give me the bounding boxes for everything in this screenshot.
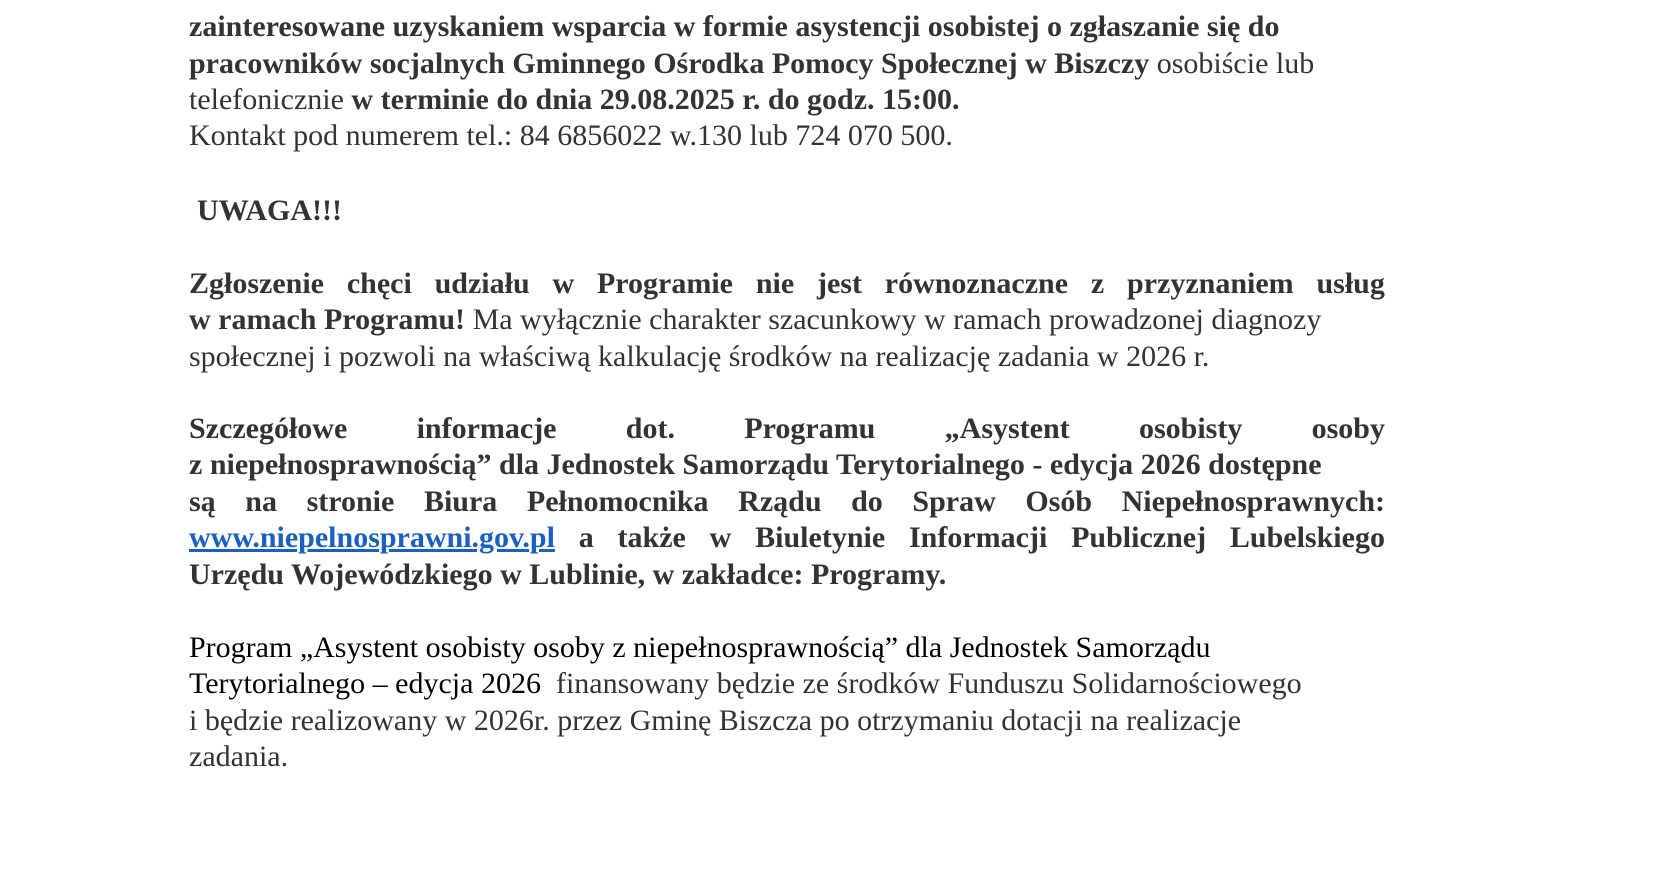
- paragraph3-line1-word: osobisty: [1138, 412, 1243, 445]
- paragraph3-line3-word: Niepełnosprawnych:: [1121, 485, 1385, 518]
- paragraph4-line2: [189, 666, 1302, 702]
- paragraph3-line3-word: stronie: [306, 485, 395, 518]
- paragraph3-line1-word: Szczegółowe: [189, 412, 348, 445]
- paragraph3-line4-word: w: [709, 521, 732, 554]
- paragraph3-line4-word: Biuletynie: [755, 521, 886, 554]
- paragraph1-line2: [189, 46, 1314, 82]
- paragraph3-line4-word: Informacji: [908, 521, 1048, 554]
- paragraph2-line3: społecznej i pozwoli na właściwą kalkulację środków na realizację zadania w 2026 r.: [189, 340, 1210, 373]
- paragraph2-line1-word: w: [552, 267, 575, 300]
- paragraph4-line2-gray: finansowany będzie ze środków Funduszu Solidarnościowego: [540, 667, 1302, 700]
- paragraph3-line3-word: Spraw: [912, 485, 996, 518]
- paragraph2-line2: [189, 302, 1321, 338]
- paragraph3-line4: [189, 520, 1385, 556]
- paragraph3-line3-word: Rządu: [738, 485, 822, 518]
- paragraph3-line3-word: Pełnomocnika: [526, 485, 709, 518]
- paragraph3-line4-word: Publicznej: [1071, 521, 1207, 554]
- paragraph3-line1-word: osoby: [1311, 412, 1385, 445]
- paragraph1-line3: [189, 82, 960, 118]
- paragraph2-line1-word: udziału: [434, 267, 530, 300]
- paragraph3-line1: [189, 411, 1385, 447]
- paragraph2-line2-normal: Ma wyłącznie charakter szacunkowy w ramach prowadzonej diagnozy: [465, 303, 1322, 336]
- paragraph2-line1-word: usług: [1316, 267, 1385, 300]
- paragraph3-line3-word: Osób: [1025, 485, 1093, 518]
- paragraph2-line1-word: przyznaniem: [1127, 267, 1294, 300]
- paragraph3-line1-word: Programu: [744, 412, 876, 445]
- paragraph4-line3: i będzie realizowany w 2026r. przez Gminę Biszcza po otrzymaniu dotacji na realizacje: [189, 704, 1242, 737]
- paragraph2-line1-word: Programie: [596, 267, 733, 300]
- paragraph4-line1: Program „Asystent osobisty osoby z niepełnosprawnością” dla Jednostek Samorządu: [189, 631, 1211, 664]
- paragraph2-line1-word: nie: [755, 267, 795, 300]
- paragraph3-line4-word: także: [617, 521, 686, 554]
- paragraph3-line4-word: a: [578, 521, 594, 554]
- paragraph3-line3: [189, 484, 1385, 520]
- paragraph1-line3-normal: telefonicznie: [189, 83, 352, 116]
- paragraph2-line1: [189, 266, 1385, 302]
- paragraph2-line1-word: z: [1090, 267, 1105, 300]
- paragraph2-line1-word: Zgłoszenie: [189, 267, 324, 300]
- paragraph4-line2-black: Terytorialnego – edycja 2026: [189, 667, 541, 700]
- paragraph3-line3-word: do: [851, 485, 883, 518]
- paragraph2-line1-word: równoznaczne: [884, 267, 1069, 300]
- contact-line: Kontakt pod numerem tel.: 84 6856022 w.130 lub 724 070 500.: [189, 119, 953, 152]
- deadline-text: w terminie do dnia 29.08.2025 r. do godz. 15:00.: [351, 83, 960, 116]
- paragraph1-line2-bold: pracowników socjalnych Gminnego Ośrodka Pomocy Społecznej w Biszczy: [189, 47, 1150, 80]
- paragraph2-line1-word: jest: [816, 267, 862, 300]
- paragraph2-line1-word: chęci: [346, 267, 412, 300]
- warning-heading: UWAGA!!!: [197, 194, 342, 227]
- paragraph4-line4: zadania.: [189, 740, 289, 773]
- paragraph3-line2: z niepełnosprawnością” dla Jednostek Samorządu Terytorialnego - edycja 2026 dostępne: [189, 448, 1322, 481]
- paragraph2-line2-bold: w ramach Programu!: [189, 303, 466, 336]
- paragraph3-line1-word: dot.: [625, 412, 675, 445]
- paragraph3-line3-word: na: [245, 485, 277, 518]
- paragraph1-line1: zainteresowane uzyskaniem wsparcia w formie asystencji osobistej o zgłaszanie się do: [189, 10, 1280, 43]
- paragraph3-line1-word: „Asystent: [944, 412, 1070, 445]
- website-link[interactable]: www.niepelnosprawni.gov.pl: [189, 521, 555, 554]
- paragraph3-line3-word: są: [189, 485, 216, 518]
- paragraph3-line1-word: informacje: [416, 412, 557, 445]
- paragraph1-line2-normal: osobiście lub: [1149, 47, 1315, 80]
- paragraph3-line4-word: Lubelskiego: [1229, 521, 1385, 554]
- paragraph3-line5: Urzędu Wojewódzkiego w Lublinie, w zakładce: Programy.: [189, 558, 947, 591]
- paragraph3-line3-word: Biura: [423, 485, 498, 518]
